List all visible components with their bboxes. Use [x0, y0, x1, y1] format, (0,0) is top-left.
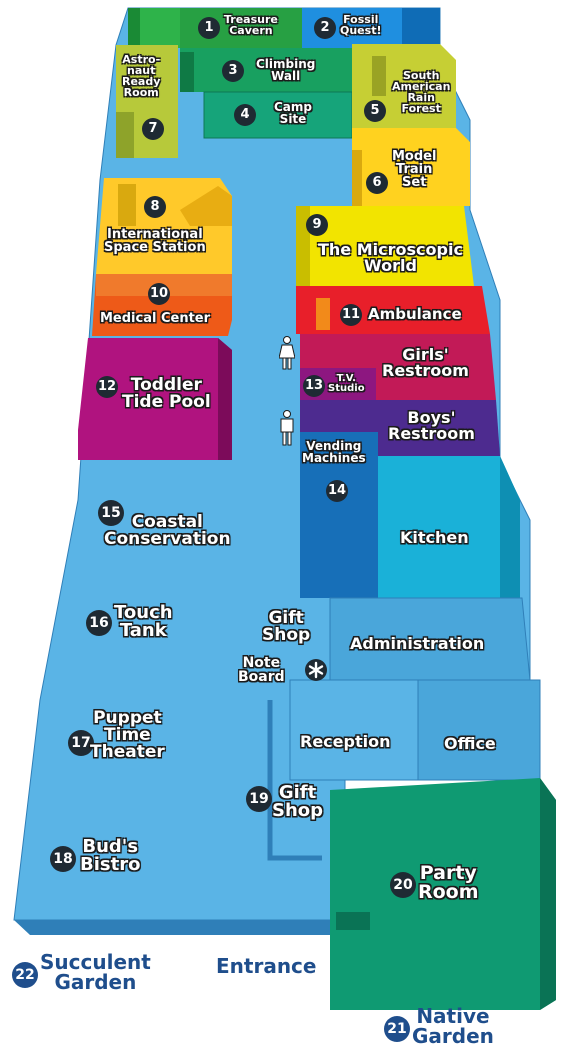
room-kitchen	[378, 456, 520, 598]
label-medical-center: Medical Center	[100, 311, 211, 326]
badge-7: 7	[142, 118, 164, 140]
badge-13: 13	[303, 375, 325, 397]
badge-5: 5	[364, 100, 386, 122]
label-girls-restroom: Girls' Restroom	[382, 345, 469, 380]
badge-21: 21	[384, 1016, 410, 1042]
label-succulent-garden: Succulent Garden	[40, 950, 151, 994]
ambulance-door	[316, 298, 330, 330]
room-fossil-side	[402, 8, 440, 48]
label-climbing-wall: Climbing Wall	[256, 57, 316, 83]
note-board-asterisk-icon	[304, 658, 328, 682]
label-entrance: Entrance	[216, 954, 317, 978]
room-party-side	[540, 778, 556, 1010]
label-fossil-quest: Fossil Quest!	[340, 13, 382, 37]
label-kitchen: Kitchen	[400, 528, 469, 547]
label-puppet-time-theater: Puppet Time Theater	[90, 708, 165, 762]
room-train-side	[352, 150, 362, 206]
label-touch-tank: Touch Tank	[114, 602, 173, 641]
badge-4: 4	[234, 104, 256, 126]
boys-restroom-icon	[279, 410, 295, 446]
label-office: Office	[444, 734, 496, 753]
label-reception: Reception	[300, 732, 391, 751]
label-vending-machines: Vending Machines	[302, 439, 366, 465]
label-gift-shop-19: Gift Shop	[272, 782, 324, 821]
badge-12: 12	[96, 376, 118, 398]
badge-1: 1	[198, 17, 220, 39]
room-astronaut-side	[116, 112, 134, 158]
girls-restroom-icon	[279, 336, 295, 370]
badge-8: 8	[144, 196, 166, 218]
label-toddler-tide-pool: Toddler Tide Pool	[122, 375, 211, 412]
label-camp-site: Camp Site	[274, 100, 312, 126]
badge-6: 6	[366, 172, 388, 194]
badge-9: 9	[306, 214, 328, 236]
label-microscopic-world: The Microscopic World	[318, 240, 463, 275]
badge-16: 16	[86, 610, 112, 636]
room-party-door	[336, 912, 370, 930]
rainforest-door	[372, 56, 386, 96]
room-office	[418, 680, 540, 780]
badge-2: 2	[314, 17, 336, 39]
climbing-pillar	[180, 52, 194, 92]
room-toddler-side	[218, 338, 232, 460]
label-party-room: Party Room	[418, 862, 479, 903]
badge-19: 19	[246, 786, 272, 812]
iss-door	[118, 184, 136, 226]
label-administration: Administration	[350, 634, 485, 653]
label-tv-studio: T.V. Studio	[328, 373, 365, 394]
label-international-space-station: International Space Station	[104, 227, 206, 255]
room-kitchen-side	[500, 456, 520, 598]
label-native-garden: Native Garden	[412, 1004, 494, 1047]
label-model-train-set: Model Train Set	[392, 149, 437, 190]
label-note-board: Note Board	[238, 655, 285, 685]
badge-17: 17	[68, 730, 94, 756]
badge-3: 3	[222, 60, 244, 82]
badge-20: 20	[390, 872, 416, 898]
label-coastal-conservation: Coastal Conservation	[104, 512, 231, 549]
label-boys-restroom: Boys' Restroom	[388, 408, 475, 443]
label-ambulance: Ambulance	[368, 305, 462, 323]
badge-10: 10	[148, 283, 170, 305]
label-buds-bistro: Bud's Bistro	[80, 836, 141, 875]
badge-18: 18	[50, 846, 76, 872]
badge-11: 11	[340, 304, 362, 326]
badge-22: 22	[12, 962, 38, 988]
label-astronaut-ready-room: Astro- naut Ready Room	[122, 53, 161, 99]
badge-14: 14	[326, 480, 348, 502]
badge-15: 15	[98, 500, 124, 526]
label-treasure-cavern: Treasure Cavern	[224, 13, 278, 37]
floor-base-edge	[14, 920, 345, 935]
label-south-american-rain-forest: South American Rain Forest	[392, 69, 451, 115]
room-reception	[290, 680, 418, 780]
label-gift-shop-upper: Gift Shop	[262, 608, 311, 645]
